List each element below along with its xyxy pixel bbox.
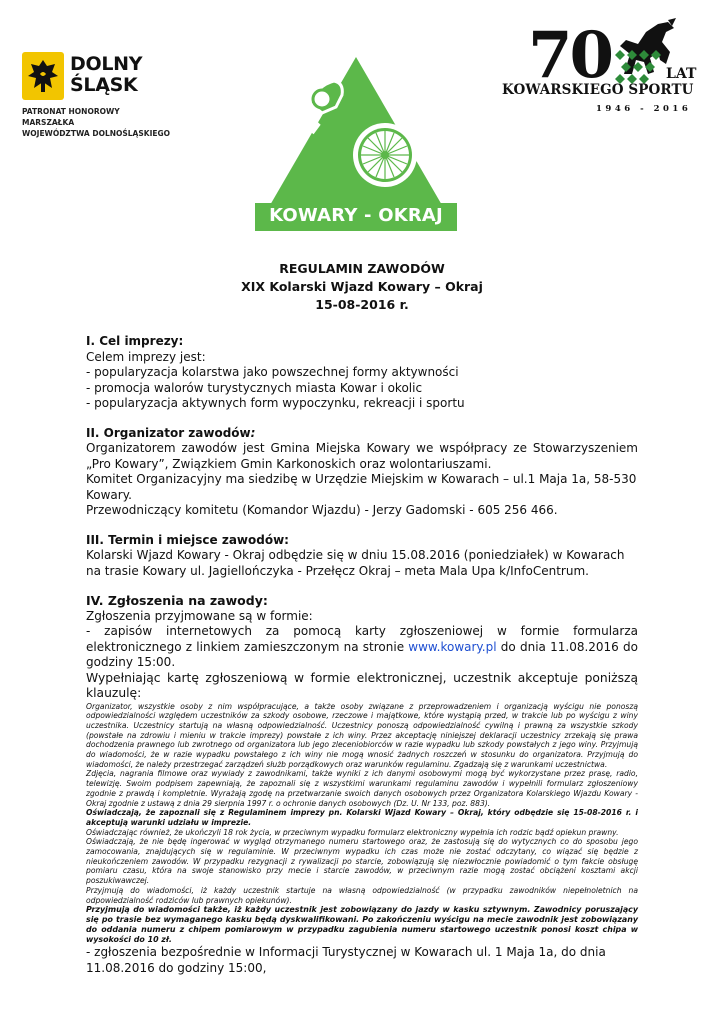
section-1-intro: Celem imprezy jest:	[86, 349, 206, 364]
anniversary-years: 1946 - 2016	[596, 104, 692, 114]
patronage-line1: PATRONAT HONOROWY MARSZAŁKA	[22, 107, 120, 127]
section-3	[86, 533, 638, 580]
clause-1: Organizator, wszystkie osoby z nim współpracujące, a także osoby związane z przeprowadzeniem i organizacją wyścigu nie ponoszą odpowiedzialności względem uczestników za szkody osobowe, rzeczowe i majątkowe, które wystąpią przed, w trakcie lub po wyścigu z winy uczestnika. Uczestnicy startują na własną odpowiedzialność. Uczestnicy ponoszą odpowiedzialność cywilną i prawną za wszystkie szkody (powstałe na zdrowiu i mieniu w trakcie imprezy) powstałe z ich winy. Przez akceptację niniejszej deklaracji uczestnicy zrzekają się prawa dochodzenia prawnego lub zwrotnego od organizatora lub jego zleceniobiorców w razie wypadku lub szkody powstałych z jego winy. Przyjmują do wiadomości, że w razie wypadku powstałego z ich winy nie mogą wnosić żadnych roszczeń w stosunku do organizatora. Przyjmują do wiadomości, że należy przestrzegać zarządzeń służb porządkowych oraz warunków regulaminu. Zgadzają się z warunkami uczestnictwa.	[86, 701, 638, 769]
section-2-p3: Przewodniczący komitetu (Komandor Wjazdu) - Jerzy Gadomski - 605 256 466.	[86, 503, 558, 517]
clause-4: Oświadczając również, że ukończyli 18 rok życia, w przeciwnym wypadku formularz elektroniczny wypełnia ich rodzic bądź opiekun prawny.	[86, 827, 619, 837]
clause-5: Oświadczają, że nie będę ingerować w wygląd otrzymanego numeru startowego oraz, że zastosują się do wytycznych co do sposobu jego zamocowania, znajdujących się w regulaminie. W przeciwnym wypadku ich czas może nie zostać odczytany, co wiązać się będzie z nieukończeniem zawodów. W przypadku rezygnacji z rywalizacji po starcie, zobowiązują się niezwłocznie powiadomić o tym fakcie obsługę pomiaru czasu, która na swoje stanowisko przy mecie i starcie zawodów, w przeciwnym razie mogą zostać obciążeni kosztami akcji poszukiwawczej.	[86, 837, 638, 886]
title-line3: 15-08-2016 r.	[315, 297, 409, 312]
section-2-p1: Organizatorem zawodów jest Gmina Miejska Kowary we współpracy ze Stowarzyszeniem „Pro Kowary”, Związkiem Gmin Karkonoskich oraz wolontariuszami.	[86, 441, 638, 471]
section-1-heading: I. Cel imprezy:	[86, 334, 184, 348]
section-1-item: - popularyzacja kolarstwa jako powszechnej formy aktywności	[86, 365, 459, 379]
section-3-p1: Kolarski Wjazd Kowary - Okraj odbędzie się w dniu 15.08.2016 (poniedziałek) w Kowarach na trasie Kowary ul. Jagiellończyka - Przełęcz Okraj – meta Mala Upa k/InfoCentrum.	[86, 548, 625, 578]
eagle-crest-icon	[22, 52, 64, 100]
kowarskiego-sportu-text: KOWARSKIEGO SPORTU	[502, 82, 694, 98]
section-4-intro: Zgłoszenia przyjmowane są w formie:	[86, 608, 313, 623]
dolny-slask-line2: ŚLĄSK	[70, 74, 138, 96]
section-1-item: - promocja walorów turystycznych miasta Kowar i okolic	[86, 380, 423, 395]
dolny-slask-name	[70, 54, 142, 96]
section-4-p3: - zgłoszenia bezpośrednie w Informacji Turystycznej w Kowarach ul. 1 Maja 1a, do dnia	[86, 945, 606, 960]
kowary-website-link[interactable]: www.kowary.pl	[408, 639, 497, 654]
clause-6: Przyjmują do wiadomości, iż każdy uczestnik startuje na własną odpowiedzialność (w przypadku zawodników niepełnoletnich na odpowiedzialność rodziców lub prawnych opiekunów).	[86, 885, 638, 905]
70-lat-logo	[500, 18, 714, 118]
section-4-heading: IV. Zgłoszenia na zawody:	[86, 593, 268, 608]
section-1-item: - popularyzacja aktywnych form wypoczynku, rekreacji i sportu	[86, 396, 465, 410]
patronage-line2: WOJEWÓDZTWA DOLNOŚLĄSKIEGO	[22, 129, 171, 138]
dolny-slask-logo	[22, 52, 172, 138]
section-2-heading	[86, 426, 638, 442]
clause-3: Oświadczają, że zapoznali się z Regulaminem imprezy pn. Kolarski Wjazd Kowary – Okraj, który odbędzie się 15-08-2016 r. i akceptują warunki udziału w imprezie.	[86, 808, 638, 827]
section-4-p4: 11.08.2016 do godziny 15:00,	[86, 960, 267, 975]
document-title	[0, 260, 724, 314]
section-3-heading: III. Termin i miejsce zawodów:	[86, 532, 289, 547]
diamond-pattern-icon	[614, 50, 666, 84]
clause-7: Przyjmują do wiadomości także, iż każdy uczestnik jest zobowiązany do jazdy w kasku sztywnym. Zawodnicy poruszający się po trasie bez wymaganego kasku będą dyskwalifikowani. Po zakończeniu wyścigu na mecie zawodnik jest zobowiązany do oddania numeru z chipem pomiarowym w przypadku zagubienia numeru startowego uczestnik ponosi koszt chipa w wysokości do 10 zł.	[86, 905, 638, 945]
dolny-slask-line1: DOLNY	[70, 53, 143, 75]
document-body	[86, 334, 638, 976]
patronage-text	[22, 106, 172, 139]
section-2-heading-colon: :	[250, 425, 256, 440]
section-4	[86, 593, 638, 976]
section-2-heading-text: II. Organizator zawodów	[86, 425, 251, 440]
kowary-okraj-logo	[252, 55, 460, 235]
section-4-p2: Wypełniając kartę zgłoszeniową w formie elektronicznej, uczestnik akceptuje poniższą klauzulę:	[86, 670, 638, 700]
section-4-p1-a: - zapisów internetowych za pomocą karty zgłoszeniowej w formie formularza elektronicznego z linkiem zamieszczonym na stronie	[86, 624, 638, 654]
kowary-okraj-text: KOWARY - OKRAJ	[269, 205, 443, 226]
title-line2: XIX Kolarski Wjazd Kowary – Okraj	[241, 279, 483, 294]
section-4-p1-b: do dnia 11.08.2016 do godziny 15:00.	[86, 639, 638, 669]
section-2-p2: Komitet Organizacyjny ma siedzibę w Urzędzie Miejskim w Kowarach – ul.1 Maja 1a, 58-530 Kowary.	[86, 472, 637, 502]
title-line1: REGULAMIN ZAWODÓW	[279, 261, 445, 276]
section-2	[86, 426, 638, 519]
clause-2: Zdjęcia, nagrania filmowe oraz wywiady z zawodnikami, także wyniki z ich danymi osobowymi mogą być wykorzystane przez prasę, radio, telewizję. Swoim podpisem zapewniają, że zapoznali się z wszystkimi warunkami regulaminu zawodów i wypełnili formularz zgłoszeniowy zgodnie z prawdą i kompletnie. Wyrażają zgodę na przetwarzanie swoich danych osobowych przez Organizatora Kolarskiego Wjazdu Kowary - Okraj zgodnie z ustawą z dnia 29 sierpnia 1997 r. o ochronie danych osobowych (Dz. U. Nr 133, poz. 883).	[86, 769, 638, 808]
anniversary-lat: LAT	[666, 66, 697, 82]
anniversary-number: 70	[528, 18, 612, 93]
section-1	[86, 334, 638, 412]
section-4-p1	[86, 624, 638, 671]
